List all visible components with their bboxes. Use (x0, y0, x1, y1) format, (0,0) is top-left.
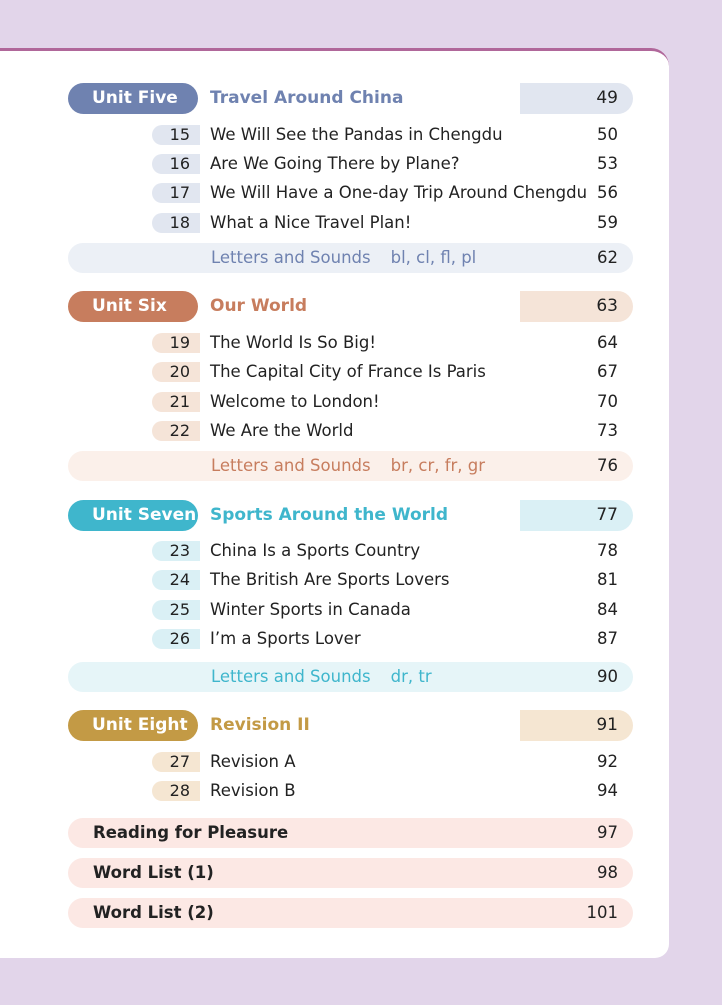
letters-sounds-page: 90 (597, 667, 618, 686)
lesson-title[interactable]: What a Nice Travel Plan! (210, 213, 412, 232)
word-list-2-page: 101 (586, 903, 618, 922)
letters-sounds-text[interactable] (211, 451, 485, 481)
lesson-number: 24 (152, 570, 200, 590)
lesson-page: 84 (597, 600, 618, 619)
letters-sounds-label: Letters and Sounds (211, 248, 371, 267)
lesson-page: 50 (597, 125, 618, 144)
lesson-title[interactable]: China Is a Sports Country (210, 541, 421, 560)
letters-sounds-text[interactable] (211, 662, 432, 692)
letters-sounds-sounds: bl, cl, fl, pl (390, 248, 477, 267)
lesson-title[interactable]: The World Is So Big! (210, 333, 376, 352)
lesson-page: 56 (597, 183, 618, 202)
reading-for-pleasure-title[interactable]: Reading for Pleasure (93, 823, 289, 842)
lesson-page: 81 (597, 570, 618, 589)
lesson-number: 19 (152, 333, 200, 353)
lesson-page: 53 (597, 154, 618, 173)
word-list-1-title[interactable]: Word List (1) (93, 863, 214, 882)
unit-six-title[interactable]: Our World (210, 296, 308, 316)
letters-sounds-sounds: br, cr, fr, gr (390, 456, 486, 475)
lesson-title[interactable]: We Will Have a One-day Trip Around Chengdu (210, 183, 588, 202)
unit-five-title[interactable]: Travel Around China (210, 88, 404, 108)
unit-six-label: Unit Six (68, 291, 198, 322)
lesson-number: 28 (152, 781, 200, 801)
lesson-number: 16 (152, 154, 200, 174)
lesson-title[interactable]: Welcome to London! (210, 392, 380, 411)
lesson-title[interactable]: Revision A (210, 752, 296, 771)
lesson-page: 67 (597, 362, 618, 381)
unit-seven-label: Unit Seven (68, 500, 198, 531)
lesson-number: 22 (152, 421, 200, 441)
lesson-title[interactable]: The British Are Sports Lovers (210, 570, 450, 589)
lesson-number: 21 (152, 392, 200, 412)
reading-for-pleasure-page: 97 (597, 823, 618, 842)
lesson-number: 20 (152, 362, 200, 382)
word-list-1-page: 98 (597, 863, 618, 882)
lesson-page: 64 (597, 333, 618, 352)
lesson-page: 92 (597, 752, 618, 771)
letters-sounds-text[interactable] (211, 243, 476, 273)
lesson-title[interactable]: We Are the World (210, 421, 354, 440)
lesson-title[interactable]: I’m a Sports Lover (210, 629, 361, 648)
unit-eight-label: Unit Eight (68, 710, 198, 741)
unit-eight-page: 91 (520, 710, 633, 741)
unit-seven-page: 77 (520, 500, 633, 531)
unit-five-label: Unit Five (68, 83, 198, 114)
unit-five-page: 49 (520, 83, 633, 114)
lesson-number: 17 (152, 183, 200, 203)
unit-eight-title[interactable]: Revision II (210, 715, 310, 735)
lesson-number: 15 (152, 125, 200, 145)
lesson-number: 26 (152, 629, 200, 649)
lesson-title[interactable]: Revision B (210, 781, 296, 800)
lesson-number: 18 (152, 213, 200, 233)
lesson-number: 23 (152, 541, 200, 561)
lesson-title[interactable]: The Capital City of France Is Paris (210, 362, 486, 381)
lesson-number: 27 (152, 752, 200, 772)
lesson-page: 87 (597, 629, 618, 648)
lesson-title[interactable]: We Will See the Pandas in Chengdu (210, 125, 503, 144)
word-list-2-title[interactable]: Word List (2) (93, 903, 214, 922)
lesson-page: 94 (597, 781, 618, 800)
lesson-title[interactable]: Are We Going There by Plane? (210, 154, 460, 173)
unit-six-page: 63 (520, 291, 633, 322)
letters-sounds-page: 62 (597, 248, 618, 267)
letters-sounds-label: Letters and Sounds (211, 667, 371, 686)
letters-sounds-sounds: dr, tr (390, 667, 432, 686)
letters-sounds-page: 76 (597, 456, 618, 475)
unit-seven-title[interactable]: Sports Around the World (210, 505, 449, 525)
lesson-title[interactable]: Winter Sports in Canada (210, 600, 411, 619)
lesson-page: 59 (597, 213, 618, 232)
lesson-page: 70 (597, 392, 618, 411)
contents-card (0, 48, 669, 958)
letters-sounds-label: Letters and Sounds (211, 456, 371, 475)
lesson-number: 25 (152, 600, 200, 620)
lesson-page: 78 (597, 541, 618, 560)
lesson-page: 73 (597, 421, 618, 440)
